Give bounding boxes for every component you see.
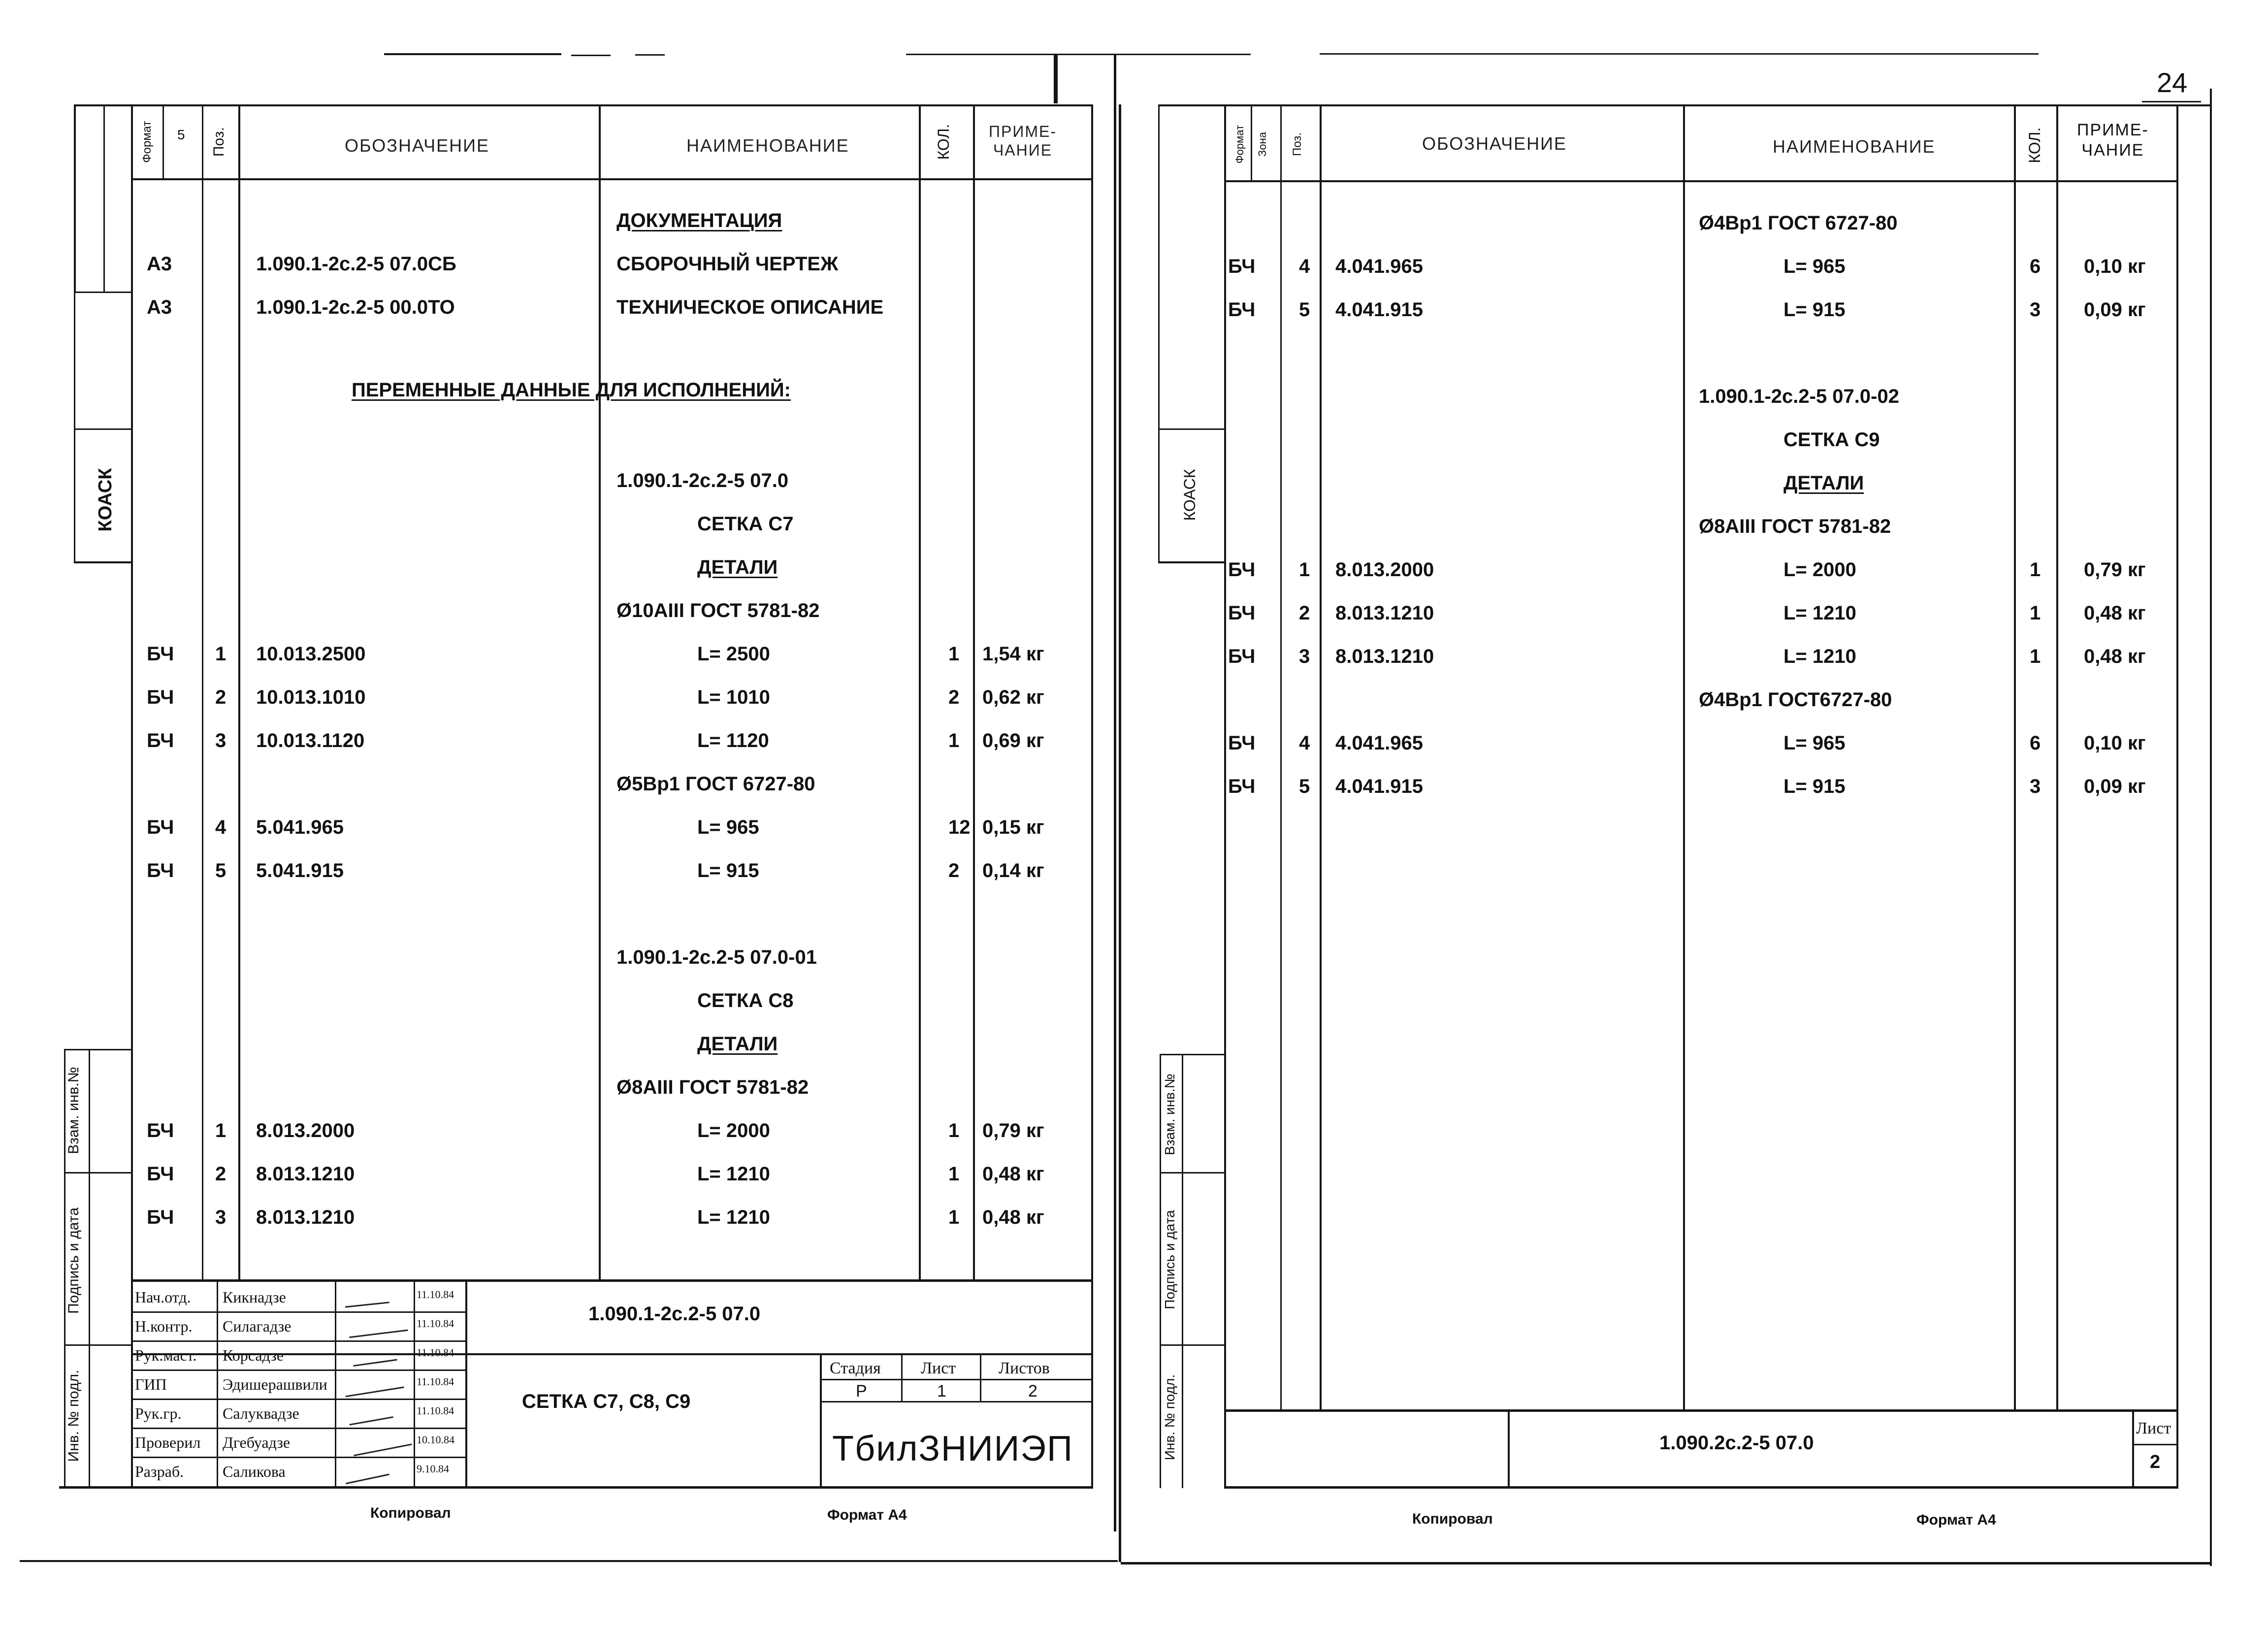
date-cell: 11.10.84 <box>417 1404 454 1417</box>
position-cell: 5 <box>1299 299 1310 321</box>
name-cell: ТЕХНИЧЕСКОЕ ОПИСАНИЕ <box>616 296 884 318</box>
signer-name-cell: Эдишерашвили <box>223 1375 327 1393</box>
designation-cell: 4.041.915 <box>1335 776 1423 797</box>
role-cell: Нач.отд. <box>135 1288 191 1306</box>
note-cell: 0,62 кг <box>982 686 1044 708</box>
side-stamp-koask: КОАСК <box>1181 469 1199 521</box>
format-cell: БЧ <box>147 730 174 751</box>
date-cell: 11.10.84 <box>417 1375 454 1388</box>
name-cell: L= 2000 <box>1783 559 1856 581</box>
designation-cell: 10.013.1120 <box>256 730 365 751</box>
header-qty: КОЛ. <box>935 124 952 160</box>
quantity-cell: 1 <box>948 643 960 665</box>
signer-name-cell: Саликова <box>223 1463 286 1480</box>
sheet-label: Лист <box>2136 1419 2171 1437</box>
name-cell: СЕТКА С8 <box>697 990 794 1011</box>
position-cell: 3 <box>1299 646 1310 667</box>
note-cell: 0,48 кг <box>2084 602 2146 624</box>
designation-cell: 4.041.965 <box>1335 732 1423 754</box>
role-cell: ГИП <box>135 1375 167 1393</box>
note-cell: 0,79 кг <box>982 1120 1044 1141</box>
name-cell: СЕТКА С9 <box>1783 429 1880 451</box>
position-cell: 5 <box>215 860 227 881</box>
header-qty: КОЛ. <box>2026 127 2043 163</box>
note-cell: 0,14 кг <box>982 860 1044 881</box>
quantity-cell: 1 <box>2030 559 2041 581</box>
header-name: НАИМЕНОВАНИЕ <box>686 135 849 156</box>
name-cell: L= 1210 <box>697 1206 770 1228</box>
name-cell: L= 1210 <box>1783 646 1856 667</box>
format-cell: БЧ <box>147 1206 174 1228</box>
format-cell: БЧ <box>1228 602 1256 624</box>
variable-data-heading: ПЕРЕМЕННЫЕ ДАННЫЕ ДЛЯ ИСПОЛНЕНИЙ: <box>352 379 791 401</box>
name-cell: 1.090.1-2с.2-5 07.0-02 <box>1699 386 1899 407</box>
note-cell: 0,10 кг <box>2084 256 2146 277</box>
note-cell: 1,54 кг <box>982 643 1044 665</box>
title-name: СЕТКА С7, С8, С9 <box>522 1391 691 1412</box>
quantity-cell: 1 <box>2030 646 2041 667</box>
position-cell: 4 <box>1299 256 1310 277</box>
table-row <box>0 730 2268 763</box>
position-cell: 4 <box>215 816 227 838</box>
name-cell: 1.090.1-2с.2-5 07.0 <box>616 470 789 491</box>
name-cell: L= 915 <box>1783 776 1846 797</box>
table-row <box>0 343 2268 373</box>
name-cell: ДОКУМЕНТАЦИЯ <box>616 210 782 231</box>
date-cell: 11.10.84 <box>417 1288 454 1301</box>
footer-copied: Копировал <box>1412 1511 1493 1527</box>
footer-format: Формат А4 <box>1916 1512 1996 1528</box>
header-format: Формат <box>1233 125 1246 164</box>
table-row <box>0 387 2268 416</box>
date-cell: 10.10.84 <box>417 1434 454 1446</box>
format-cell: БЧ <box>1228 256 1256 277</box>
format-cell: БЧ <box>147 1163 174 1185</box>
format-cell: БЧ <box>1228 299 1256 321</box>
position-cell: 1 <box>215 643 227 665</box>
name-cell: L= 915 <box>1783 299 1846 321</box>
position-cell: 1 <box>1299 559 1310 581</box>
header-pos: Поз. <box>211 127 227 157</box>
signer-name-cell: Кикнадзе <box>223 1288 286 1306</box>
name-cell: L= 2000 <box>697 1120 770 1141</box>
note-cell: 0,79 кг <box>2084 559 2146 581</box>
designation-cell: 1.090.1-2с.2-5 00.0ТО <box>256 296 455 318</box>
name-cell: L= 965 <box>697 816 759 838</box>
date-cell: 11.10.84 <box>417 1317 454 1330</box>
name-cell: Ø4Вр1 ГОСТ6727-80 <box>1699 689 1892 711</box>
name-cell: ДЕТАЛИ <box>697 1033 778 1055</box>
designation-cell: 8.013.1210 <box>256 1206 355 1228</box>
table-row <box>0 300 2268 329</box>
quantity-cell: 6 <box>2030 256 2041 277</box>
side-stamp-koask: КОАСК <box>95 468 116 532</box>
position-cell: 3 <box>215 730 227 751</box>
quantity-cell: 1 <box>948 1163 960 1185</box>
header-designation: ОБОЗНАЧЕНИЕ <box>1422 133 1567 154</box>
header-format: Формат <box>140 121 154 163</box>
quantity-cell: 1 <box>2030 602 2041 624</box>
quantity-cell: 3 <box>2030 776 2041 797</box>
quantity-cell: 3 <box>2030 299 2041 321</box>
note-cell: 0,48 кг <box>982 1206 1044 1228</box>
quantity-cell: 2 <box>948 686 960 708</box>
name-cell: L= 965 <box>1783 256 1846 277</box>
format-cell: БЧ <box>147 860 174 881</box>
note-cell: 0,10 кг <box>2084 732 2146 754</box>
date-cell: 11.10.84 <box>417 1346 454 1359</box>
name-cell: Ø5Вр1 ГОСТ 6727-80 <box>616 773 815 795</box>
format-cell: БЧ <box>147 1120 174 1141</box>
organization-name: ТбилЗНИИЭП <box>832 1429 1073 1468</box>
sheet-value: 1 <box>937 1382 946 1401</box>
table-row <box>0 777 2268 806</box>
signer-name-cell: Корсадзе <box>223 1346 284 1364</box>
name-cell: L= 1210 <box>1783 602 1856 624</box>
name-cell: СЕТКА С7 <box>697 513 794 535</box>
position-cell: 2 <box>215 686 227 708</box>
name-cell: L= 2500 <box>697 643 770 665</box>
designation-cell: 8.013.1210 <box>256 1163 355 1185</box>
designation-cell: 10.013.1010 <box>256 686 366 708</box>
table-row <box>0 560 2268 589</box>
sheets-label: Листов <box>999 1359 1050 1377</box>
sheet-value: 2 <box>2150 1452 2161 1472</box>
format-cell: БЧ <box>147 816 174 838</box>
name-cell: 1.090.1-2с.2-5 07.0-01 <box>616 946 817 968</box>
sheet-label: Лист <box>921 1359 956 1377</box>
table-row <box>0 257 2268 286</box>
side-label-inv: Инв. № подл. <box>65 1369 82 1462</box>
role-cell: Н.контр. <box>135 1317 193 1335</box>
page-number: 24 <box>2157 67 2188 98</box>
role-cell: Рук.маст. <box>135 1346 197 1364</box>
name-cell: Ø10АIII ГОСТ 5781-82 <box>616 600 820 621</box>
quantity-cell: 1 <box>948 1120 960 1141</box>
name-cell: L= 1120 <box>697 730 769 751</box>
format-cell: БЧ <box>1228 732 1256 754</box>
note-cell: 0,15 кг <box>982 816 1044 838</box>
side-label-podpis: Подпись и дата <box>65 1207 82 1314</box>
header-note: ПРИМЕ- ЧАНИЕ <box>2077 121 2149 160</box>
date-cell: 9.10.84 <box>417 1463 449 1475</box>
table-row <box>0 517 2268 546</box>
name-cell: L= 1010 <box>697 686 770 708</box>
designation-cell: 5.041.915 <box>256 860 344 881</box>
designation-cell: 4.041.915 <box>1335 299 1423 321</box>
format-cell: БЧ <box>1228 776 1256 797</box>
sheets-value: 2 <box>1028 1382 1037 1401</box>
side-label-vzam: Взам. инв.№ <box>1162 1074 1177 1155</box>
title-doc-code: 1.090.2с.2-5 07.0 <box>1659 1432 1814 1454</box>
header-name: НАИМЕНОВАНИЕ <box>1773 136 1936 157</box>
format-cell: БЧ <box>147 643 174 665</box>
table-row <box>0 647 2268 676</box>
format-cell: БЧ <box>147 686 174 708</box>
footer-copied: Копировал <box>370 1505 451 1521</box>
position-cell: 1 <box>215 1120 227 1141</box>
format-cell: А3 <box>147 253 172 275</box>
table-row <box>0 600 2268 633</box>
quantity-cell: 12 <box>948 816 971 838</box>
table-row <box>0 210 2268 243</box>
name-cell: Ø4Вр1 ГОСТ 6727-80 <box>1699 212 1898 234</box>
role-cell: Рук.гр. <box>135 1404 182 1422</box>
designation-cell: 8.013.1210 <box>1335 602 1434 624</box>
note-cell: 0,69 кг <box>982 730 1044 751</box>
quantity-cell: 1 <box>948 1206 960 1228</box>
signer-name-cell: Силагадзе <box>223 1317 292 1335</box>
name-cell: ДЕТАЛИ <box>1783 472 1864 494</box>
name-cell: ДЕТАЛИ <box>697 556 778 578</box>
designation-cell: 8.013.1210 <box>1335 646 1434 667</box>
format-cell: БЧ <box>1228 646 1256 667</box>
table-row <box>0 430 2268 459</box>
position-cell: 2 <box>215 1163 227 1185</box>
quantity-cell: 2 <box>948 860 960 881</box>
designation-cell: 8.013.2000 <box>256 1120 355 1141</box>
header-pos: Поз. <box>1291 132 1304 156</box>
signer-name-cell: Дгебуадзе <box>223 1434 291 1451</box>
header-zone: Зона <box>1256 132 1268 157</box>
note-cell: 0,09 кг <box>2084 299 2146 321</box>
designation-cell: 1.090.1-2с.2-5 07.0СБ <box>256 253 456 275</box>
name-cell: L= 1210 <box>697 1163 770 1185</box>
designation-cell: 4.041.965 <box>1335 256 1423 277</box>
side-label-vzam: Взам. инв.№ <box>65 1067 82 1154</box>
stage-label: Стадия <box>830 1359 881 1377</box>
signer-name-cell: Салуквадзе <box>223 1404 299 1422</box>
name-cell: L= 965 <box>1783 732 1846 754</box>
stage-value: Р <box>856 1382 867 1401</box>
position-cell: 3 <box>215 1206 227 1228</box>
name-cell: Ø8АIII ГОСТ 5781-82 <box>1699 516 1891 537</box>
footer-format: Формат А4 <box>827 1507 907 1523</box>
title-doc-code: 1.090.1-2с.2-5 07.0 <box>588 1303 761 1325</box>
note-cell: 0,48 кг <box>2084 646 2146 667</box>
role-cell: Разраб. <box>135 1463 184 1480</box>
position-cell: 2 <box>1299 602 1310 624</box>
note-cell: 0,09 кг <box>2084 776 2146 797</box>
name-cell: L= 915 <box>697 860 759 881</box>
header-note: ПРИМЕ- ЧАНИЕ <box>989 123 1057 160</box>
quantity-cell: 1 <box>948 730 960 751</box>
format-cell: А3 <box>147 296 172 318</box>
header-zone: 5 <box>177 127 185 142</box>
designation-cell: 5.041.965 <box>256 816 344 838</box>
role-cell: Проверил <box>135 1434 201 1451</box>
name-cell: СБОРОЧНЫЙ ЧЕРТЕЖ <box>616 253 839 275</box>
name-cell: Ø8АIII ГОСТ 5781-82 <box>616 1076 809 1098</box>
header-designation: ОБОЗНАЧЕНИЕ <box>345 135 490 156</box>
table-row <box>0 690 2268 719</box>
position-cell: 5 <box>1299 776 1310 797</box>
note-cell: 0,48 кг <box>982 1163 1044 1185</box>
quantity-cell: 6 <box>2030 732 2041 754</box>
side-label-podpis: Подпись и дата <box>1162 1210 1177 1309</box>
position-cell: 4 <box>1299 732 1310 754</box>
designation-cell: 10.013.2500 <box>256 643 366 665</box>
format-cell: БЧ <box>1228 559 1256 581</box>
designation-cell: 8.013.2000 <box>1335 559 1434 581</box>
side-label-inv: Инв. № подл. <box>1162 1374 1177 1461</box>
